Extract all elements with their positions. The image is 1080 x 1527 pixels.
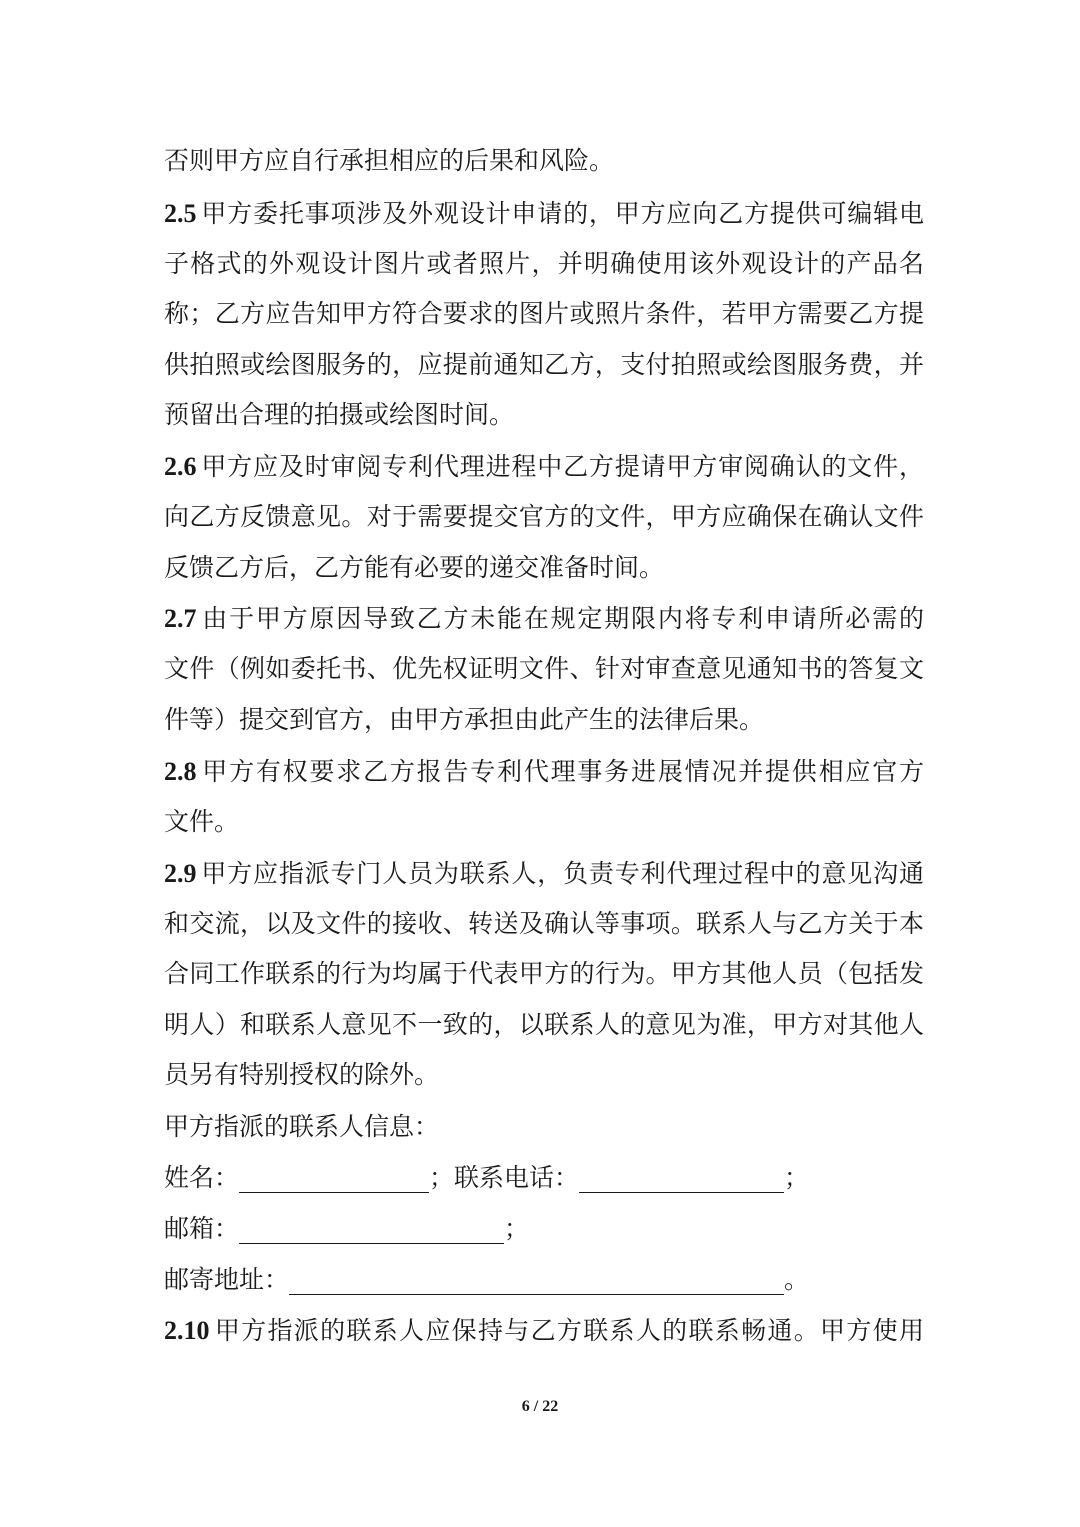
email-blank-field[interactable] xyxy=(239,1217,504,1244)
paragraph-line: 员另有特别授权的除外。 xyxy=(164,1060,440,1089)
clause-2-6-line: 2.6 甲方应及时审阅专利代理进程中乙方提请甲方审阅确认的文件， xyxy=(164,452,924,481)
page-number: 6 / 22 xyxy=(521,1398,559,1415)
paragraph-line: 供拍照或绘图服务的，应提前通知乙方，支付拍照或绘图服务费，并 xyxy=(164,350,924,379)
name-label: 姓名： xyxy=(164,1163,240,1192)
clause-number: 2.6 xyxy=(164,452,197,481)
clause-2-5-line: 2.5 甲方委托事项涉及外观设计申请的，甲方应向乙方提供可编辑电 xyxy=(164,199,924,228)
paragraph-line: 合同工作联系的行为均属于代表甲方的行为。甲方其他人员（包括发 xyxy=(164,959,924,988)
address-blank-field[interactable] xyxy=(289,1268,784,1295)
clause-2-7-line: 2.7 由于甲方原因导致乙方未能在规定期限内将专利申请所必需的 xyxy=(164,604,924,633)
paragraph-line: 和交流，以及文件的接收、转送及确认等事项。联系人与乙方关于本 xyxy=(164,909,924,938)
name-blank-field[interactable] xyxy=(239,1166,429,1193)
contact-name-phone-row xyxy=(164,1161,924,1195)
clause-number: 2.9 xyxy=(164,859,197,888)
clause-number: 2.8 xyxy=(164,757,197,786)
paragraph-line: 反馈乙方后，乙方能有必要的递交准备时间。 xyxy=(164,553,665,582)
contact-info-heading: 甲方指派的联系人信息： xyxy=(164,1112,440,1141)
email-end: ； xyxy=(504,1214,530,1243)
address-end: 。 xyxy=(784,1265,810,1294)
contact-address-row xyxy=(164,1263,924,1297)
contact-email-row xyxy=(164,1212,924,1246)
paragraph-line: 否则甲方应自行承担相应的后果和风险。 xyxy=(164,146,615,175)
paragraph-line: 向乙方反馈意见。对于需要提交官方的文件，甲方应确保在确认文件 xyxy=(164,502,924,531)
paragraph-line: 子格式的外观设计图片或者照片，并明确使用该外观设计的产品名 xyxy=(164,249,924,278)
paragraph-line: 称；乙方应告知甲方符合要求的图片或照片条件，若甲方需要乙方提 xyxy=(164,299,924,328)
phone-label: 联系电话： xyxy=(454,1163,580,1192)
paragraph-line: 文件（例如委托书、优先权证明文件、针对审查意见通知书的答复文 xyxy=(164,654,924,683)
address-label: 邮寄地址： xyxy=(164,1265,290,1294)
phone-end: ； xyxy=(784,1163,810,1192)
paragraph-line: 件等）提交到官方，由甲方承担由此产生的法律后果。 xyxy=(164,705,765,734)
name-separator: ； xyxy=(429,1163,455,1192)
clause-2-10-line: 2.10 甲方指派的联系人应保持与乙方联系人的联系畅通。甲方使用 xyxy=(164,1316,924,1345)
paragraph-line: 预留出合理的拍摄或绘图时间。 xyxy=(164,400,515,429)
clause-2-8-line: 2.8 甲方有权要求乙方报告专利代理事务进展情况并提供相应官方 xyxy=(164,757,924,786)
paragraph-line: 文件。 xyxy=(164,807,240,836)
phone-blank-field[interactable] xyxy=(579,1166,784,1193)
email-label: 邮箱： xyxy=(164,1214,240,1243)
clause-2-9-line: 2.9 甲方应指派专门人员为联系人，负责专利代理过程中的意见沟通 xyxy=(164,859,924,888)
clause-number: 2.5 xyxy=(164,199,197,228)
clause-number: 2.7 xyxy=(164,604,197,633)
paragraph-line: 明人）和联系人意见不一致的，以联系人的意见为准，甲方对其他人 xyxy=(164,1010,924,1039)
clause-number: 2.10 xyxy=(164,1316,210,1345)
